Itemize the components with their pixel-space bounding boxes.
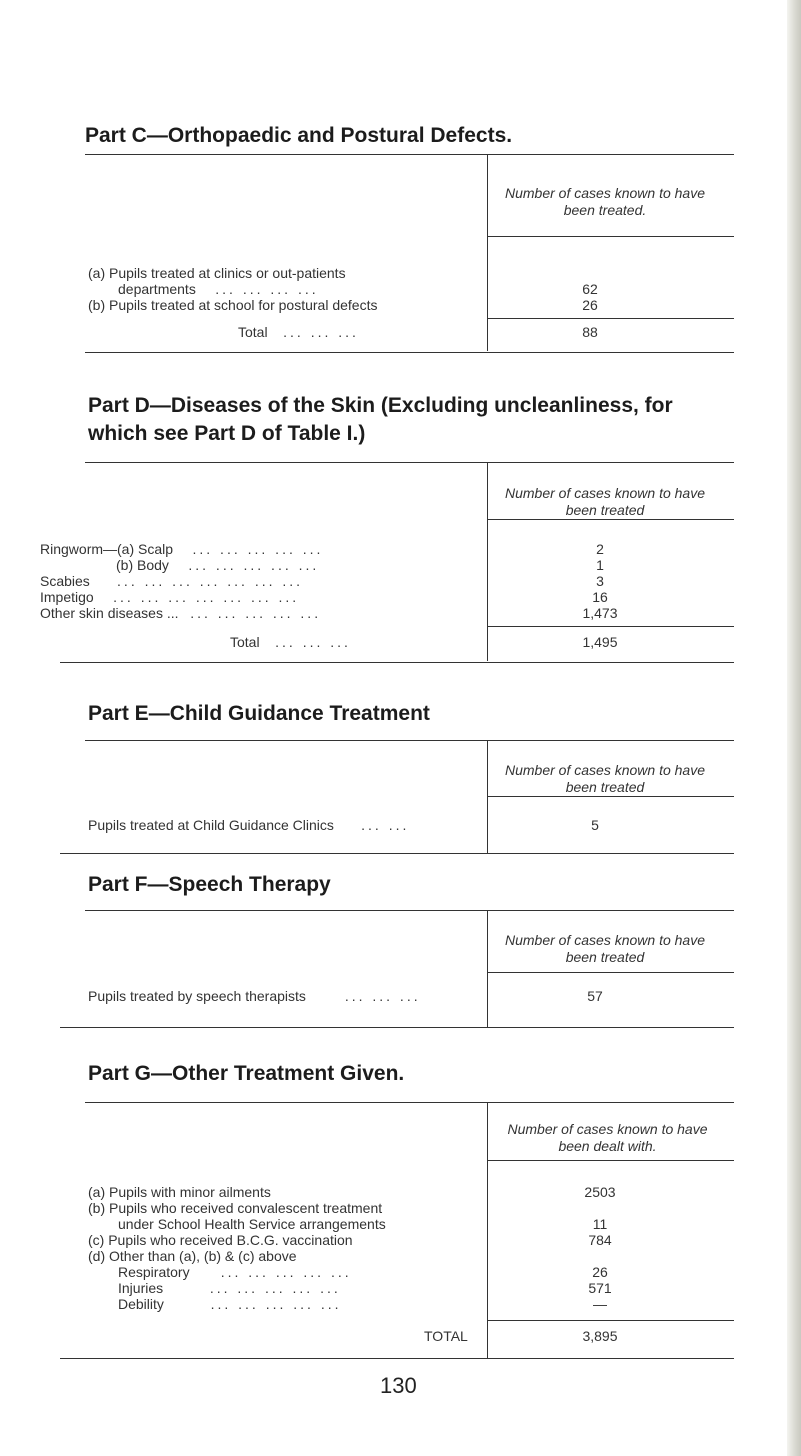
column-divider [487, 741, 488, 853]
page-number: 130 [380, 1373, 417, 1398]
page-edge-shadow [787, 0, 801, 1456]
row-value: 1 [596, 557, 604, 573]
rule [487, 318, 734, 319]
rule [60, 853, 734, 854]
column-header: Number of cases known to have been treated. [505, 185, 705, 218]
column-divider [487, 155, 488, 351]
part-c-title: Part C—Orthopaedic and Postural Defects. [85, 124, 513, 147]
row-value: 1,473 [582, 605, 618, 621]
column-header: Number of cases known to have been treated [505, 932, 705, 965]
row-value: 11 [592, 1216, 608, 1232]
row-label: Other skin diseases ... ... ... ... ... ... [40, 605, 322, 621]
part-e-title: Part E—Child Guidance Treatment [88, 702, 430, 725]
column-header: Number of cases known to have been treated [505, 485, 705, 518]
part-d-title-line2: which see Part D of Table I.) [88, 422, 366, 445]
row-value: 5 [591, 817, 599, 833]
rule [85, 1102, 734, 1103]
total-value: 1,495 [582, 634, 618, 650]
total-value: 3,895 [582, 1328, 618, 1344]
rule [60, 1027, 734, 1028]
rule [85, 154, 734, 155]
row-label: Debility ... ... ... ... ... [118, 1296, 342, 1312]
total-label: Total ... ... ... [230, 634, 351, 650]
rule [85, 462, 734, 463]
rule [85, 352, 734, 353]
row-label: (d) Other than (a), (b) & (c) above [88, 1248, 297, 1264]
rule [60, 662, 734, 663]
row-label: Injuries ... ... ... ... ... [118, 1280, 341, 1296]
row-label: (b) Pupils treated at school for postural defects [88, 297, 378, 313]
row-label: (a) Pupils with minor ailments [88, 1184, 271, 1200]
row-value: 784 [588, 1232, 612, 1248]
part-d-title: Part D—Diseases of the Skin (Excluding uncleanliness, for [88, 394, 673, 417]
total-label: Total ... ... ... [238, 324, 359, 340]
row-value: 16 [592, 589, 608, 605]
column-header: Number of cases known to have been treated [505, 762, 705, 795]
column-divider [487, 463, 488, 661]
row-value: 26 [592, 1264, 608, 1280]
rule [487, 626, 734, 627]
row-value: 26 [582, 297, 598, 313]
row-value: 2 [596, 541, 604, 557]
row-value: — [593, 1296, 607, 1312]
row-label: Impetigo ... ... ... ... ... ... ... [40, 589, 300, 605]
row-label: Pupils treated at Child Guidance Clinics ... ... [88, 817, 410, 833]
part-g-title: Part G—Other Treatment Given. [88, 1062, 405, 1085]
row-label: (b) Pupils who received convalescent treatment [88, 1200, 383, 1216]
total-value: 88 [582, 324, 598, 340]
row-value: 57 [587, 988, 603, 1004]
total-label: TOTAL [424, 1328, 468, 1344]
rule [487, 1160, 734, 1161]
row-label: under School Health Service arrangements [118, 1216, 386, 1232]
row-value: 2503 [584, 1184, 616, 1200]
rule [60, 1358, 734, 1359]
row-label: Pupils treated by speech therapists ... ... ... [88, 988, 421, 1004]
row-label: Ringworm—(a) Scalp ... ... ... ... ... [40, 541, 324, 557]
rule [487, 236, 734, 237]
part-f-title: Part F—Speech Therapy [88, 873, 331, 896]
row-value: 3 [596, 573, 604, 589]
rule [487, 519, 734, 520]
rule [487, 1320, 734, 1321]
row-value: 62 [582, 281, 598, 297]
column-header: Number of cases known to have been dealt with. [507, 1121, 708, 1154]
rule [487, 796, 734, 797]
row-label: (c) Pupils who received B.C.G. vaccination [88, 1232, 353, 1248]
row-value: 571 [588, 1280, 612, 1296]
rule [85, 740, 734, 741]
row-label: (b) Body ... ... ... ... ... [116, 557, 320, 573]
row-label: departments ... ... ... ... [118, 281, 319, 297]
rule [85, 910, 734, 911]
rule [487, 972, 734, 973]
row-label: Scabies ... ... ... ... ... ... ... [40, 573, 304, 589]
column-divider [487, 911, 488, 1027]
row-label: Respiratory ... ... ... ... ... [118, 1264, 352, 1280]
row-label: (a) Pupils treated at clinics or out-patients [88, 265, 346, 281]
